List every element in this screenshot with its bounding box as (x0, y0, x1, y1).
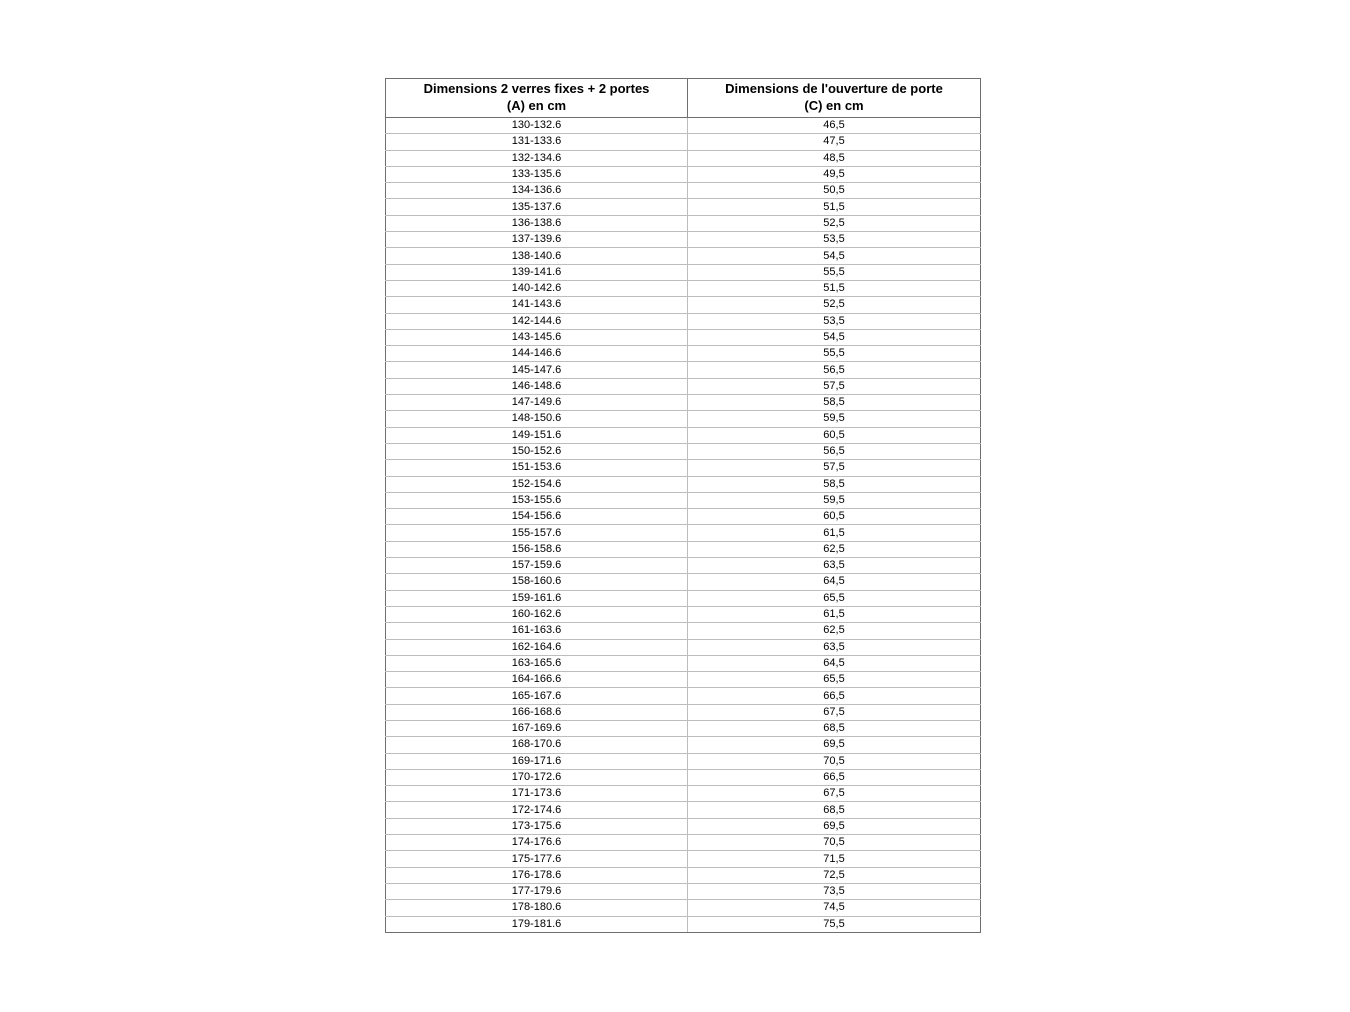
cell-dimension-a: 170-172.6 (386, 769, 688, 785)
cell-dimension-a: 151-153.6 (386, 460, 688, 476)
col-header-dimension-a (386, 79, 688, 118)
cell-dimension-c: 74,5 (688, 900, 981, 916)
cell-dimension-c: 51,5 (688, 199, 981, 215)
cell-dimension-c: 56,5 (688, 443, 981, 459)
cell-dimension-c: 67,5 (688, 704, 981, 720)
table-row (386, 280, 981, 296)
cell-dimension-c: 48,5 (688, 150, 981, 166)
table-row (386, 329, 981, 345)
table-row (386, 460, 981, 476)
cell-dimension-a: 139-141.6 (386, 264, 688, 280)
cell-dimension-c: 61,5 (688, 525, 981, 541)
table-row (386, 476, 981, 492)
cell-dimension-c: 68,5 (688, 802, 981, 818)
cell-dimension-c: 56,5 (688, 362, 981, 378)
cell-dimension-c: 57,5 (688, 460, 981, 476)
cell-dimension-a: 175-177.6 (386, 851, 688, 867)
cell-dimension-a: 166-168.6 (386, 704, 688, 720)
table-row (386, 150, 981, 166)
table-row (386, 590, 981, 606)
cell-dimension-a: 152-154.6 (386, 476, 688, 492)
cell-dimension-c: 51,5 (688, 280, 981, 296)
cell-dimension-c: 71,5 (688, 851, 981, 867)
cell-dimension-c: 69,5 (688, 818, 981, 834)
table-row (386, 769, 981, 785)
col-header-dimension-c (688, 79, 981, 118)
table-row (386, 623, 981, 639)
cell-dimension-c: 62,5 (688, 541, 981, 557)
cell-dimension-c: 65,5 (688, 672, 981, 688)
cell-dimension-a: 173-175.6 (386, 818, 688, 834)
cell-dimension-c: 52,5 (688, 297, 981, 313)
cell-dimension-c: 63,5 (688, 639, 981, 655)
header-row (386, 79, 981, 118)
cell-dimension-a: 153-155.6 (386, 492, 688, 508)
table-row (386, 558, 981, 574)
cell-dimension-a: 164-166.6 (386, 672, 688, 688)
cell-dimension-a: 143-145.6 (386, 329, 688, 345)
col-header-c-line1: Dimensions de l'ouverture de porte (725, 81, 943, 97)
table-row (386, 639, 981, 655)
table-row (386, 199, 981, 215)
cell-dimension-c: 60,5 (688, 509, 981, 525)
cell-dimension-c: 49,5 (688, 166, 981, 182)
cell-dimension-c: 54,5 (688, 329, 981, 345)
cell-dimension-a: 150-152.6 (386, 443, 688, 459)
cell-dimension-a: 168-170.6 (386, 737, 688, 753)
col-header-a-line2: (A) en cm (506, 98, 567, 113)
table-row (386, 134, 981, 150)
cell-dimension-a: 138-140.6 (386, 248, 688, 264)
cell-dimension-a: 144-146.6 (386, 346, 688, 362)
table-row (386, 215, 981, 231)
table-row (386, 183, 981, 199)
cell-dimension-a: 148-150.6 (386, 411, 688, 427)
cell-dimension-c: 66,5 (688, 769, 981, 785)
cell-dimension-c: 62,5 (688, 623, 981, 639)
cell-dimension-c: 55,5 (688, 264, 981, 280)
cell-dimension-c: 47,5 (688, 134, 981, 150)
cell-dimension-c: 63,5 (688, 558, 981, 574)
table-row (386, 720, 981, 736)
cell-dimension-c: 59,5 (688, 492, 981, 508)
cell-dimension-a: 163-165.6 (386, 655, 688, 671)
cell-dimension-a: 141-143.6 (386, 297, 688, 313)
cell-dimension-c: 72,5 (688, 867, 981, 883)
cell-dimension-a: 137-139.6 (386, 232, 688, 248)
table-row (386, 443, 981, 459)
cell-dimension-c: 54,5 (688, 248, 981, 264)
cell-dimension-c: 58,5 (688, 476, 981, 492)
cell-dimension-a: 177-179.6 (386, 883, 688, 899)
cell-dimension-c: 59,5 (688, 411, 981, 427)
table-row (386, 166, 981, 182)
cell-dimension-a: 145-147.6 (386, 362, 688, 378)
cell-dimension-a: 165-167.6 (386, 688, 688, 704)
table-row (386, 378, 981, 394)
table-row (386, 753, 981, 769)
cell-dimension-c: 75,5 (688, 916, 981, 932)
cell-dimension-a: 162-164.6 (386, 639, 688, 655)
table-row (386, 346, 981, 362)
cell-dimension-c: 52,5 (688, 215, 981, 231)
cell-dimension-a: 157-159.6 (386, 558, 688, 574)
cell-dimension-a: 146-148.6 (386, 378, 688, 394)
cell-dimension-c: 46,5 (688, 118, 981, 134)
dimensions-table (385, 78, 981, 933)
cell-dimension-a: 176-178.6 (386, 867, 688, 883)
cell-dimension-c: 64,5 (688, 655, 981, 671)
table-row (386, 916, 981, 932)
cell-dimension-a: 132-134.6 (386, 150, 688, 166)
cell-dimension-a: 154-156.6 (386, 509, 688, 525)
cell-dimension-c: 65,5 (688, 590, 981, 606)
cell-dimension-c: 70,5 (688, 835, 981, 851)
table-row (386, 867, 981, 883)
col-header-c-line2: (C) en cm (804, 98, 864, 113)
table-row (386, 411, 981, 427)
cell-dimension-c: 50,5 (688, 183, 981, 199)
cell-dimension-a: 161-163.6 (386, 623, 688, 639)
cell-dimension-a: 169-171.6 (386, 753, 688, 769)
cell-dimension-c: 53,5 (688, 313, 981, 329)
table-row (386, 297, 981, 313)
cell-dimension-a: 167-169.6 (386, 720, 688, 736)
cell-dimension-a: 159-161.6 (386, 590, 688, 606)
cell-dimension-c: 70,5 (688, 753, 981, 769)
cell-dimension-a: 134-136.6 (386, 183, 688, 199)
table-row (386, 883, 981, 899)
table-row (386, 362, 981, 378)
table-row (386, 606, 981, 622)
cell-dimension-c: 73,5 (688, 883, 981, 899)
table-row (386, 818, 981, 834)
cell-dimension-c: 58,5 (688, 395, 981, 411)
cell-dimension-c: 69,5 (688, 737, 981, 753)
cell-dimension-a: 135-137.6 (386, 199, 688, 215)
cell-dimension-a: 172-174.6 (386, 802, 688, 818)
cell-dimension-a: 131-133.6 (386, 134, 688, 150)
table-row (386, 118, 981, 134)
table-row (386, 427, 981, 443)
table-row (386, 851, 981, 867)
cell-dimension-c: 57,5 (688, 378, 981, 394)
table-row (386, 574, 981, 590)
table-row (386, 900, 981, 916)
cell-dimension-a: 174-176.6 (386, 835, 688, 851)
table-row (386, 835, 981, 851)
table-body (386, 118, 981, 933)
cell-dimension-c: 53,5 (688, 232, 981, 248)
col-header-a-line1: Dimensions 2 verres fixes + 2 portes (423, 81, 650, 97)
table-row (386, 492, 981, 508)
cell-dimension-c: 66,5 (688, 688, 981, 704)
table-row (386, 688, 981, 704)
table-header (386, 79, 981, 118)
cell-dimension-a: 160-162.6 (386, 606, 688, 622)
cell-dimension-a: 155-157.6 (386, 525, 688, 541)
table-row (386, 232, 981, 248)
table-row (386, 672, 981, 688)
table-row (386, 313, 981, 329)
table-row (386, 737, 981, 753)
cell-dimension-a: 133-135.6 (386, 166, 688, 182)
cell-dimension-a: 171-173.6 (386, 786, 688, 802)
cell-dimension-c: 67,5 (688, 786, 981, 802)
cell-dimension-a: 130-132.6 (386, 118, 688, 134)
cell-dimension-a: 147-149.6 (386, 395, 688, 411)
cell-dimension-a: 136-138.6 (386, 215, 688, 231)
cell-dimension-a: 149-151.6 (386, 427, 688, 443)
cell-dimension-c: 68,5 (688, 720, 981, 736)
table-row (386, 248, 981, 264)
table-row (386, 509, 981, 525)
table-row (386, 786, 981, 802)
table-row (386, 525, 981, 541)
dimensions-table-container (385, 78, 981, 933)
table-row (386, 264, 981, 280)
cell-dimension-c: 60,5 (688, 427, 981, 443)
cell-dimension-a: 142-144.6 (386, 313, 688, 329)
cell-dimension-c: 64,5 (688, 574, 981, 590)
cell-dimension-c: 55,5 (688, 346, 981, 362)
cell-dimension-a: 156-158.6 (386, 541, 688, 557)
table-row (386, 802, 981, 818)
cell-dimension-a: 140-142.6 (386, 280, 688, 296)
table-row (386, 704, 981, 720)
cell-dimension-a: 178-180.6 (386, 900, 688, 916)
table-row (386, 541, 981, 557)
table-row (386, 395, 981, 411)
cell-dimension-a: 158-160.6 (386, 574, 688, 590)
table-row (386, 655, 981, 671)
cell-dimension-c: 61,5 (688, 606, 981, 622)
cell-dimension-a: 179-181.6 (386, 916, 688, 932)
